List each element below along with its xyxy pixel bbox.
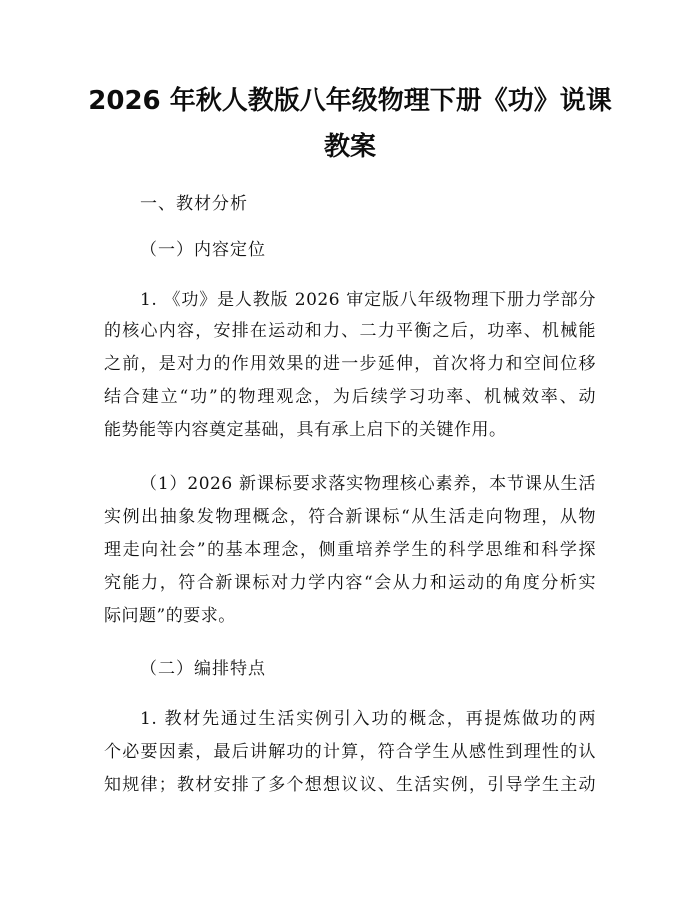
paragraph-1-line-4: 结合建立“功”的物理观念，为后续学习功率、机械效率、动	[104, 387, 596, 407]
paragraph-1-line-2: 的核心内容，安排在运动和力、二力平衡之后，功率、机械能	[104, 321, 596, 341]
paragraph-1-line-1: 1. 《功》是人教版 2026 审定版八年级物理下册力学部分	[140, 290, 596, 310]
paragraph-2-line-2: 实例出抽象发物理概念，符合新课标“从生活走向物理，从物	[104, 507, 596, 527]
paragraph-2-line-4: 究能力，符合新课标对力学内容“会从力和运动的角度分析实	[104, 573, 596, 593]
paragraph-2-line-1: （1）2026 新课标要求落实物理核心素养，本节课从生活	[140, 474, 596, 494]
document-title-line-2: 教案	[323, 132, 376, 162]
paragraph-2-line-5: 际问题”的要求。	[104, 606, 236, 626]
paragraph-2-line-3: 理走向社会”的基本理念，侧重培养学生的科学思维和科学探	[104, 540, 596, 560]
paragraph-3-line-1: 1. 教材先通过生活实例引入功的概念，再提炼做功的两	[140, 709, 596, 729]
section-heading-teaching-material-analysis: 一、教材分析	[140, 194, 248, 214]
subsection-heading-arrangement-features: （二）编排特点	[140, 659, 266, 679]
paragraph-3-line-2: 个必要因素，最后讲解功的计算，符合学生从感性到理性的认	[104, 742, 596, 762]
paragraph-1-line-5: 能势能等内容奠定基础，具有承上启下的关键作用。	[104, 420, 507, 440]
document-title-line-1: 2026 年秋人教版八年级物理下册《功》说课	[88, 86, 612, 116]
paragraph-1-line-3: 之前，是对力的作用效果的进一步延伸，首次将力和空间位移	[104, 354, 596, 374]
paragraph-3-line-3: 知规律；教材安排了多个想想议议、生活实例，引导学生主动	[104, 775, 596, 795]
subsection-heading-content-positioning: （一）内容定位	[140, 240, 266, 260]
